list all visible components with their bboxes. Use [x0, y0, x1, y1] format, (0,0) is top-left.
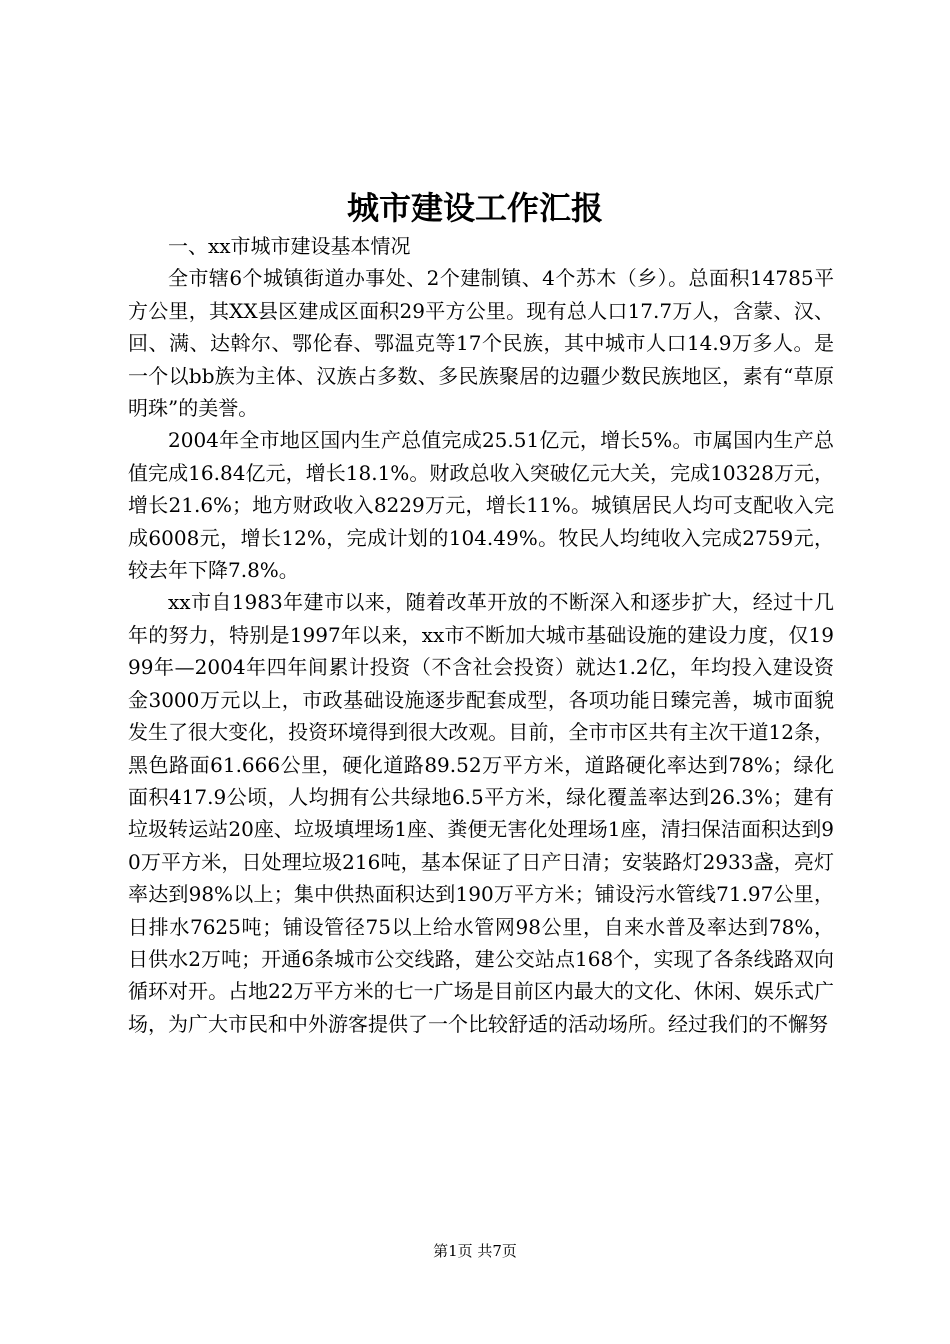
paragraph-infrastructure: xx市自1983年建市以来，随着改革开放的不断深入和逐步扩大，经过十几年的努力，特别是1997年以来，xx市不断加大城市基础设施的建设力度，仅1999年—2004年四年间累计投资（不含社会投资）就达1.2亿，年均投入建设资金3000万元以上，市政基础设施逐步配套成型，各项功能日臻完善，城市面貌发生了很大变化，投资环境得到很大改观。目前，全市市区共有主次干道12条，黑色路面61.666公里，硬化道路89.52万平方米，道路硬化率达到78%；绿化面积417.9公顷，人均拥有公共绿地6.5平方米，绿化覆盖率达到26.3%；建有垃圾转运站20座、垃圾填埋场1座、粪便无害化处理场1座，清扫保洁面积达到90万平方米，日处理垃圾216吨，基本保证了日产日清；安装路灯2933盏，亮灯率达到98%以上；集中供热面积达到190万平方米；铺设污水管线71.97公里，日排水7625吨；铺设管径75以上给水管网98公里，自来水普及率达到78%，日供水2万吨；开通6条城市公交线路，建公交站点168个，实现了各条线路双向循环对开。占地22万平方米的七一广场是目前区内最大的文化、休闲、娱乐式广场，为广大市民和中外游客提供了一个比较舒适的活动场所。经过我们的不懈努 — [128, 590, 834, 1036]
document-title: 城市建设工作汇报 — [346, 189, 603, 227]
paragraph-economy: 2004年全市地区国内生产总值完成25.51亿元，增长5%。市属国内生产总值完成16.84亿元，增长18.1%。财政总收入突破亿元大关，完成10328万元，增长21.6%；地方财政收入8229万元，增长11%。城镇居民人均可支配收入完成6008元，增长12%，完成计划的104.49%。牧民人均纯收入完成2759元，较去年下降7.8%。 — [128, 428, 834, 583]
document-body — [128, 230, 834, 1040]
page-number-footer: 第1页 共7页 — [433, 1242, 517, 1260]
paragraph-overview: 全市辖6个城镇街道办事处、2个建制镇、4个苏木（乡）。总面积14785平方公里，其XX县区建成区面积29平方公里。现有总人口17.7万人，含蒙、汉、回、满、达斡尔、鄂伦春、鄂温克等17个民族，其中城市人口14.9万多人。是一个以bb族为主体、汉族占多数、多民族聚居的边疆少数民族地区，素有“草原明珠”的美誉。 — [128, 266, 834, 421]
section-heading: 一、xx市城市建设基本情况 — [168, 234, 411, 258]
